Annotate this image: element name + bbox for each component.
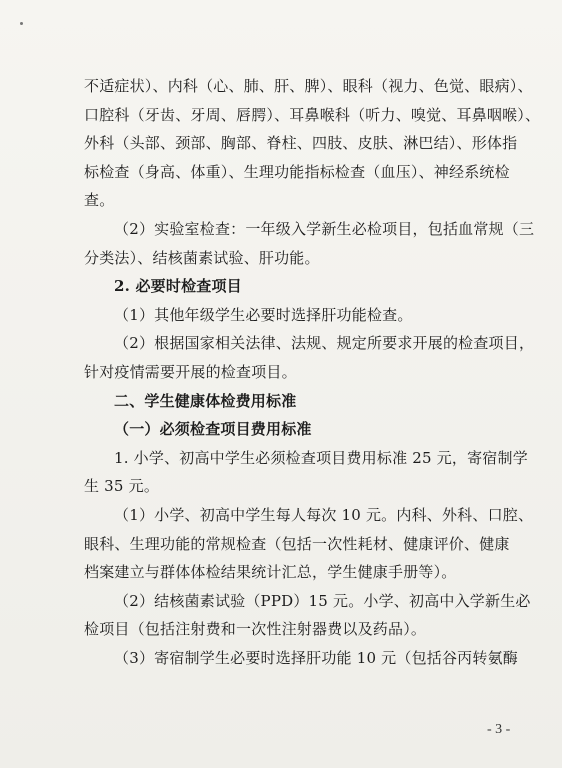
text-line: 生 35 元。 bbox=[84, 477, 160, 496]
text-line: 档案建立与群体体检结果统计汇总，学生健康手册等）。 bbox=[84, 563, 457, 582]
section-heading: 2. 必要时检查项目 bbox=[114, 277, 242, 296]
text-line: （2）根据国家相关法律、法规、规定所要求开展的检查项目， bbox=[114, 334, 535, 353]
binding-hole-mark bbox=[20, 22, 23, 25]
section-heading: （一）必须检查项目费用标准 bbox=[114, 420, 312, 439]
text-line: 外科（头部、颈部、胸部、脊柱、四肢、皮肤、淋巴结）、形体指 bbox=[84, 134, 518, 153]
text-line: （2）实验室检查：一年级入学新生必检项目，包括血常规（三 bbox=[114, 219, 535, 238]
text-line: 标检查（身高、体重）、生理功能指标检查（血压）、神经系统检 bbox=[84, 162, 510, 181]
text-line: 分类法）、结核菌素试验、肝功能。 bbox=[84, 248, 320, 267]
text-line: 口腔科（牙齿、牙周、唇腭）、耳鼻喉科（听力、嗅觉、耳鼻咽喉）、 bbox=[84, 105, 541, 124]
text-line: 眼科、生理功能的常规检查（包括一次性耗材、健康评价、健康 bbox=[84, 534, 510, 553]
text-line: 针对疫情需要开展的检查项目。 bbox=[84, 362, 297, 381]
text-line: 不适症状）、内科（心、肺、肝、脾）、眼科（视力、色觉、眼病）、 bbox=[84, 77, 533, 95]
text-line: （3）寄宿制学生必要时选择肝功能 10 元（包括谷丙转氨酶 bbox=[114, 648, 518, 667]
document-body bbox=[84, 72, 541, 672]
text-line: （1）小学、初高中学生每人每次 10 元。内科、外科、口腔、 bbox=[114, 505, 534, 524]
text-line: （1）其他年级学生必要时选择肝功能检查。 bbox=[114, 305, 413, 324]
text-line: （2）结核菌素试验（PPD）15 元。小学、初高中入学新生必 bbox=[114, 591, 531, 610]
text-line: 1. 小学、初高中学生必须检查项目费用标准 25 元，寄宿制学 bbox=[114, 448, 528, 467]
text-line: 查。 bbox=[84, 191, 115, 210]
text-line: 检项目（包括注射费和一次性注射器费以及药品）。 bbox=[84, 620, 427, 639]
page-number: - 3 - bbox=[487, 722, 511, 737]
section-heading: 二、学生健康体检费用标准 bbox=[114, 391, 297, 410]
